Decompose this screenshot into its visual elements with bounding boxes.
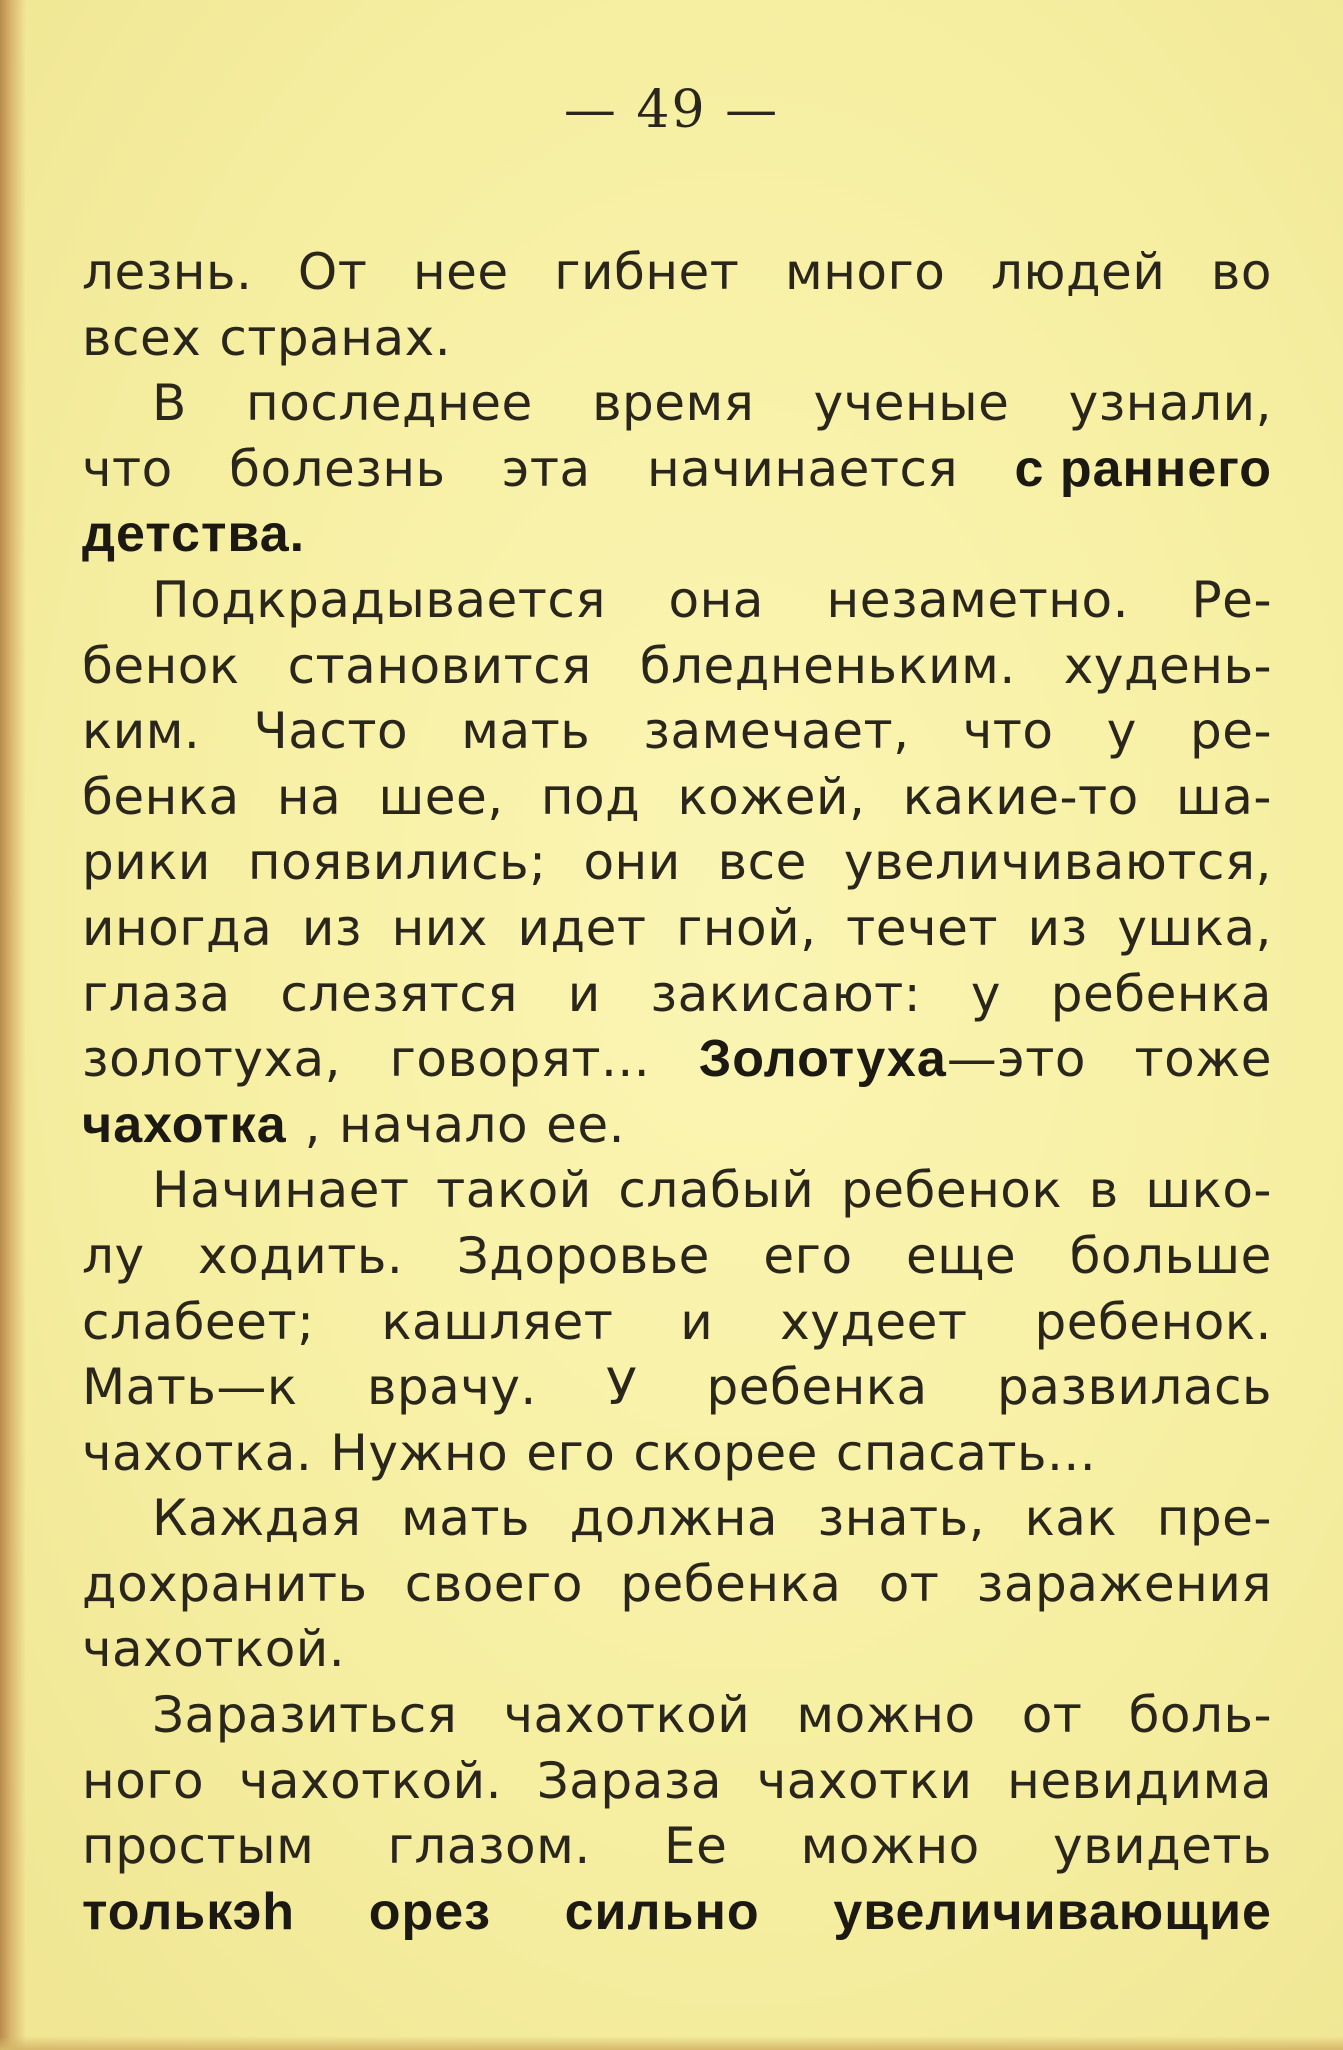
word: ,: [304, 1095, 322, 1154]
word: Каждая: [152, 1489, 362, 1548]
body-text: [82, 240, 1272, 1945]
word: От: [297, 243, 368, 301]
emphasized-word: орез: [368, 1882, 491, 1941]
word: у: [970, 964, 1002, 1023]
word: много: [785, 243, 946, 301]
word: идет: [517, 898, 647, 957]
word: —это: [946, 1030, 1086, 1089]
text-line: [82, 1027, 1272, 1093]
word: худень-: [1063, 636, 1272, 695]
word: невидима: [1007, 1751, 1272, 1810]
word: что: [82, 439, 173, 498]
word: ученые: [813, 374, 1010, 433]
word: увеличиваются,: [843, 833, 1272, 892]
word: пре-: [1156, 1489, 1272, 1548]
word: появились;: [247, 833, 547, 892]
word: глазом.: [387, 1817, 591, 1876]
word: ного: [82, 1751, 205, 1810]
word: слабеет;: [82, 1292, 315, 1351]
word: ребенка: [706, 1358, 928, 1417]
word: чахотка.: [82, 1423, 313, 1482]
emphasized-word: увеличивающие: [833, 1882, 1272, 1941]
word: странах.: [219, 308, 452, 367]
word: Мать—к: [82, 1358, 298, 1417]
word: увидеть: [1053, 1817, 1272, 1876]
word: У: [606, 1358, 638, 1417]
word: них: [391, 898, 488, 957]
text-line: [82, 306, 1272, 372]
word: такой: [436, 1161, 592, 1220]
word: закисают:: [650, 964, 922, 1023]
text-line: [82, 634, 1272, 700]
word: гной,: [676, 898, 817, 957]
text-line: [82, 699, 1272, 765]
word: Заразиться: [152, 1686, 458, 1745]
word: незаметно.: [826, 570, 1129, 629]
word: шко-: [1145, 1161, 1272, 1220]
word: В: [152, 374, 187, 433]
word: на: [276, 767, 342, 826]
word: бенка: [82, 767, 240, 826]
word: ребенок.: [1034, 1292, 1272, 1351]
word: и: [567, 964, 601, 1023]
word: его: [763, 1226, 853, 1285]
text-line: [82, 765, 1272, 831]
word: ее.: [546, 1095, 626, 1154]
text-line: [82, 240, 1272, 306]
word: чахоткой.: [238, 1751, 503, 1810]
word: у: [1106, 702, 1137, 761]
text-line: [82, 1683, 1272, 1749]
emphasized-word: детства.: [82, 505, 306, 564]
word: она: [668, 570, 764, 629]
word: из: [301, 898, 362, 957]
word: последнее: [246, 374, 533, 433]
word: бенок: [82, 636, 240, 695]
word: худеет: [780, 1292, 968, 1351]
word: узнали,: [1068, 374, 1272, 433]
word: они: [583, 833, 681, 892]
text-line: [82, 896, 1272, 962]
word: из: [1027, 898, 1088, 957]
word: всех: [82, 308, 202, 367]
word: шее,: [378, 767, 504, 826]
word: ша-: [1175, 767, 1272, 826]
word: ушка,: [1117, 898, 1272, 957]
word: говорят...: [389, 1030, 651, 1089]
word: чахоткой.: [82, 1620, 346, 1679]
text-line: [82, 568, 1272, 634]
word: эта: [501, 439, 591, 498]
word: нее: [412, 243, 509, 301]
word: дохранить: [82, 1554, 368, 1613]
word: и: [680, 1292, 714, 1351]
word: гибнет: [554, 243, 740, 301]
word: тоже: [1134, 1030, 1272, 1089]
word: людей: [990, 243, 1166, 301]
text-line: [82, 1355, 1272, 1421]
emphasized-word: Золотуха: [698, 1030, 947, 1089]
text-line: [82, 1224, 1272, 1290]
word: боль-: [1128, 1686, 1272, 1745]
word: ре-: [1189, 702, 1272, 761]
word: время: [592, 374, 755, 433]
text-line: [82, 1093, 1272, 1159]
word: что: [962, 702, 1054, 761]
emphasized-word: чахотка: [82, 1095, 287, 1154]
word: врачу.: [366, 1358, 537, 1417]
word: как: [1024, 1489, 1118, 1548]
text-line: [82, 1158, 1272, 1224]
word: от: [1021, 1686, 1083, 1745]
word: болезнь: [229, 439, 446, 498]
word: чахоткой: [503, 1686, 751, 1745]
word: еще: [905, 1226, 1017, 1285]
text-line: [82, 437, 1272, 503]
word: Нужно: [330, 1423, 509, 1482]
emphasized-word: толькэh: [82, 1882, 296, 1941]
text-line: [82, 371, 1272, 437]
text-line: [82, 1617, 1272, 1683]
word: ходить.: [198, 1226, 404, 1285]
word: скорее: [633, 1423, 818, 1482]
word: мать: [461, 702, 591, 761]
word: Начинает: [152, 1161, 410, 1220]
word: начало: [339, 1095, 529, 1154]
word: течет: [846, 898, 998, 957]
text-line: [82, 1814, 1272, 1880]
word: все: [717, 833, 807, 892]
word: ребенка: [620, 1554, 842, 1613]
word: кашляет: [381, 1292, 614, 1351]
word: его: [526, 1423, 616, 1482]
word: Ре-: [1191, 570, 1272, 629]
word: ким.: [82, 702, 201, 761]
text-line: [82, 962, 1272, 1028]
word: Часто: [253, 702, 409, 761]
word-group: [699, 1027, 1086, 1093]
word: Зараза: [536, 1751, 723, 1810]
page-bottom-edge: [0, 2036, 1343, 2050]
word: рики: [82, 833, 211, 892]
word: больше: [1069, 1226, 1272, 1285]
word: простым: [82, 1817, 315, 1876]
word: спасать...: [835, 1423, 1097, 1482]
word: от: [878, 1554, 940, 1613]
word: кожей,: [677, 767, 866, 826]
word: лезнь.: [82, 243, 253, 301]
word-group: [82, 1093, 321, 1159]
word: в: [1088, 1161, 1119, 1220]
word: должна: [569, 1489, 779, 1548]
word: становится: [287, 636, 592, 695]
word: слабый: [618, 1161, 815, 1220]
text-line: [82, 1880, 1272, 1946]
text-line: [82, 830, 1272, 896]
word: знать,: [817, 1489, 986, 1548]
word: Подкрадывается: [152, 570, 606, 629]
text-line: [82, 1290, 1272, 1356]
word: развилась: [997, 1358, 1272, 1417]
text-line: [82, 1749, 1272, 1815]
word: слезятся: [280, 964, 518, 1023]
word: своего: [404, 1554, 583, 1613]
word: заражения: [976, 1554, 1272, 1613]
page-binding-edge: [0, 0, 26, 2050]
word: ребенок: [840, 1161, 1063, 1220]
word: можно: [796, 1686, 976, 1745]
word: какие-то: [902, 767, 1139, 826]
word: начинается: [646, 439, 959, 498]
text-line: [82, 1421, 1272, 1487]
text-line: [82, 502, 1272, 568]
word: глаза: [82, 964, 231, 1023]
word: во: [1210, 243, 1272, 301]
word: можно: [800, 1817, 980, 1876]
page-number: — 49 —: [563, 80, 780, 140]
text-line: [82, 1552, 1272, 1618]
word: под: [540, 767, 641, 826]
word: лу: [82, 1226, 145, 1285]
word: Ее: [664, 1817, 728, 1876]
word: иногда: [82, 898, 273, 957]
word: Здоровье: [456, 1226, 710, 1285]
word: бледненьким.: [639, 636, 1016, 695]
emphasized-word: сильно: [564, 1882, 760, 1941]
emphasized-word: с раннего: [1014, 439, 1272, 498]
word: золотуха,: [82, 1030, 342, 1089]
word: замечает,: [643, 702, 910, 761]
word: чахотки: [756, 1751, 973, 1810]
word: мать: [401, 1489, 530, 1548]
text-line: [82, 1486, 1272, 1552]
word: ребенка: [1050, 964, 1272, 1023]
